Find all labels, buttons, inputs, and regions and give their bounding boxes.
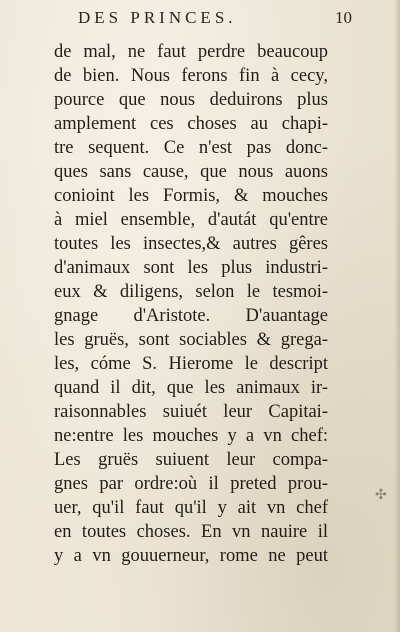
page-header xyxy=(52,8,352,32)
text-line: les gruës, sont sociables & grega- xyxy=(54,330,328,350)
text-line: ques sans cause, que nous auons xyxy=(54,162,328,182)
text-line: raisonnables suiuét leur Capitai- xyxy=(54,402,328,422)
margin-flourish-mark: ✣ xyxy=(375,487,387,503)
body-text xyxy=(54,40,328,568)
text-line: en toutes choses. En vn nauire il xyxy=(54,522,328,542)
text-line: quand il dit, que les animaux ir- xyxy=(54,378,328,398)
page-number: 10 xyxy=(335,8,352,27)
text-line: amplement ces choses au chapi- xyxy=(54,114,328,134)
text-line: y a vn gouuerneur, rome ne peut xyxy=(54,546,328,566)
text-line: gnage d'Aristote. D'auantage xyxy=(54,306,328,326)
text-line: les, cóme S. Hierome le descript xyxy=(54,354,328,374)
text-line: gnes par ordre:où il preted prou- xyxy=(54,474,328,494)
text-line: de bien. Nous ferons fin à cecy, xyxy=(54,66,328,86)
text-line: eux & diligens, selon le tesmoi- xyxy=(54,282,328,302)
text-line: pource que nous deduirons plus xyxy=(54,90,328,110)
text-line: d'animaux sont les plus industri- xyxy=(54,258,328,278)
running-title: DES PRINCES. xyxy=(78,8,237,27)
text-line: uer, qu'il faut qu'il y ait vn chef xyxy=(54,498,328,518)
text-line: tre sequent. Ce n'est pas donc- xyxy=(54,138,328,158)
text-line: à miel ensemble, d'autát qu'entre xyxy=(54,210,328,230)
page-edge-shadow xyxy=(394,0,400,632)
text-line: Les gruës suiuent leur compa- xyxy=(54,450,328,470)
text-line: de mal, ne faut perdre beaucoup xyxy=(54,42,328,62)
text-line: toutes les insectes,& autres gêres xyxy=(54,234,328,254)
text-line: ne:entre les mouches y a vn chef: xyxy=(54,426,328,446)
text-line: conioint les Formis, & mouches xyxy=(54,186,328,206)
